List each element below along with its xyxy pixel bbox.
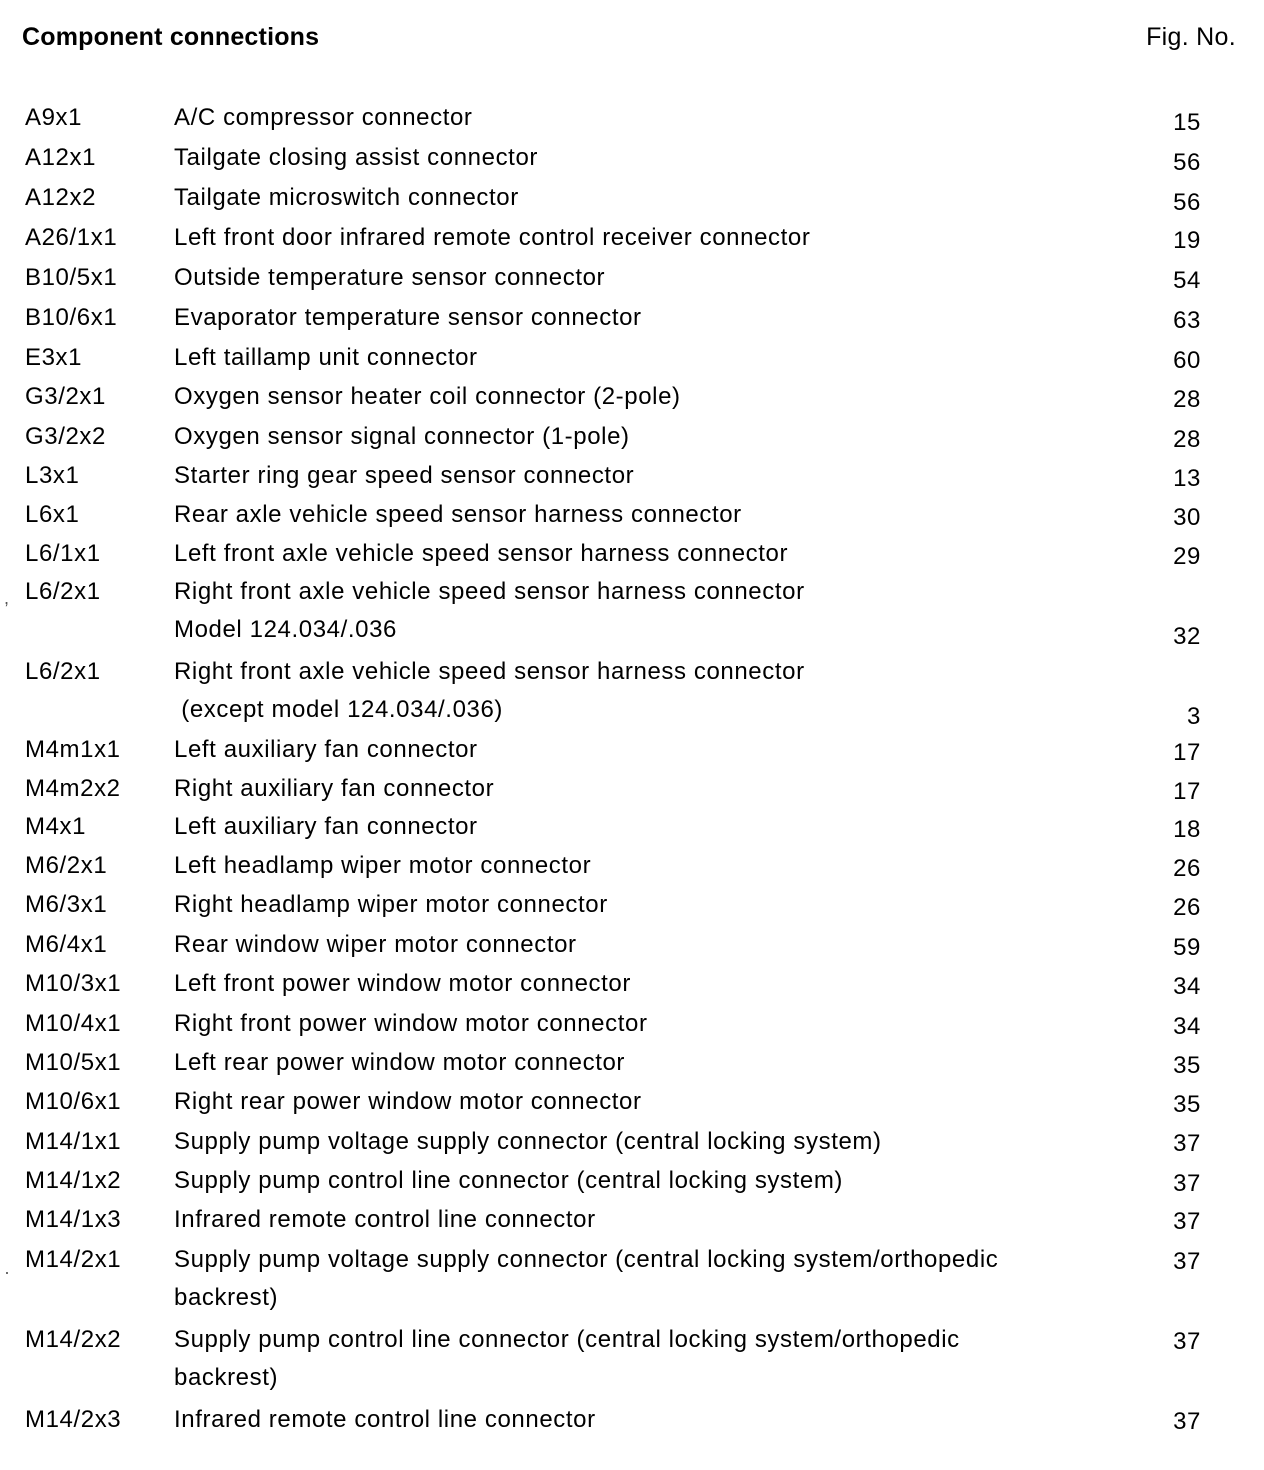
fig-number: 15: [1173, 109, 1201, 136]
component-description: Rear window wiper motor connector: [174, 931, 577, 958]
fig-number: 63: [1173, 307, 1201, 334]
component-code: M14/1x3: [25, 1206, 122, 1233]
component-description: Oxygen sensor heater coil connector (2-pole): [174, 383, 681, 410]
component-code: B10/6x1: [25, 304, 118, 331]
fig-number: 17: [1173, 778, 1201, 805]
fig-number: 37: [1173, 1130, 1201, 1157]
component-code: M4m2x2: [25, 775, 121, 802]
fig-number: 37: [1173, 1408, 1201, 1435]
fig-number: 26: [1173, 894, 1201, 921]
description-continuation: backrest): [174, 1284, 279, 1311]
component-description: Right auxiliary fan connector: [174, 775, 495, 802]
description-continuation: (except model 124.034/.036): [174, 696, 503, 723]
component-description: Right front power window motor connector: [174, 1010, 648, 1037]
component-code: M14/1x2: [25, 1167, 122, 1194]
component-description: Outside temperature sensor connector: [174, 264, 606, 291]
component-description: Infrared remote control line connector: [174, 1206, 596, 1233]
component-code: L6/2x1: [25, 658, 101, 685]
component-description: Left front axle vehicle speed sensor harness connector: [174, 540, 789, 567]
component-code: M14/2x2: [25, 1326, 122, 1353]
fig-number: 19: [1173, 227, 1201, 254]
scan-speck: ·: [4, 1262, 10, 1282]
component-description: Supply pump control line connector (central locking system): [174, 1167, 844, 1194]
description-continuation: Model 124.034/.036: [174, 616, 397, 643]
component-description: Tailgate microswitch connector: [174, 184, 519, 211]
component-code: M14/2x1: [25, 1246, 122, 1273]
component-description: [174, 578, 1114, 644]
fig-number: 32: [1173, 623, 1201, 650]
page-title: Component connections: [22, 23, 320, 51]
component-description: Left front power window motor connector: [174, 970, 631, 997]
component-description: Infrared remote control line connector: [174, 1406, 596, 1433]
fig-number: 13: [1173, 465, 1201, 492]
component-code: A12x1: [25, 144, 97, 171]
fig-number: 30: [1173, 504, 1201, 531]
component-code: A26/1x1: [25, 224, 118, 251]
fig-number: 37: [1173, 1248, 1201, 1275]
page-header: [0, 0, 1264, 60]
component-description: Left auxiliary fan connector: [174, 736, 478, 763]
scan-speck: ,: [4, 588, 10, 608]
component-code: M10/4x1: [25, 1010, 122, 1037]
fig-number: 34: [1173, 1013, 1201, 1040]
component-code: M4x1: [25, 813, 87, 840]
component-code: M14/2x3: [25, 1406, 122, 1433]
component-code: A12x2: [25, 184, 97, 211]
description-line: Right front axle vehicle speed sensor harness connector: [174, 658, 805, 685]
fig-number: 29: [1173, 543, 1201, 570]
component-description: Evaporator temperature sensor connector: [174, 304, 642, 331]
fig-number: 18: [1173, 816, 1201, 843]
description-line: Right front axle vehicle speed sensor harness connector: [174, 578, 805, 605]
component-code: M10/6x1: [25, 1088, 122, 1115]
component-description: Left rear power window motor connector: [174, 1049, 626, 1076]
fig-number: 35: [1173, 1052, 1201, 1079]
component-description: Right rear power window motor connector: [174, 1088, 642, 1115]
fig-number: 34: [1173, 973, 1201, 1000]
component-code: M10/3x1: [25, 970, 122, 997]
description-line: Supply pump control line connector (central locking system/orthopedic: [174, 1326, 960, 1353]
fig-number: 3: [1187, 703, 1201, 730]
description-line: Supply pump voltage supply connector (central locking system/orthopedic: [174, 1246, 999, 1273]
component-code: L3x1: [25, 462, 80, 489]
component-code: M14/1x1: [25, 1128, 122, 1155]
fig-number: 37: [1173, 1328, 1201, 1355]
component-code: G3/2x1: [25, 383, 106, 410]
component-description: Starter ring gear speed sensor connector: [174, 462, 635, 489]
component-description: Left taillamp unit connector: [174, 344, 478, 371]
component-description: [174, 1326, 1114, 1392]
fig-number: 59: [1173, 934, 1201, 961]
component-description: Supply pump voltage supply connector (central locking system): [174, 1128, 882, 1155]
fig-number: 56: [1173, 189, 1201, 216]
fig-number: 37: [1173, 1208, 1201, 1235]
component-code: L6/1x1: [25, 540, 101, 567]
fig-number: 54: [1173, 267, 1201, 294]
component-code: L6x1: [25, 501, 80, 528]
component-description: Tailgate closing assist connector: [174, 144, 538, 171]
fig-number: 28: [1173, 426, 1201, 453]
fig-number: 56: [1173, 149, 1201, 176]
component-code: M6/2x1: [25, 852, 108, 879]
component-description: Left headlamp wiper motor connector: [174, 852, 592, 879]
component-code: B10/5x1: [25, 264, 118, 291]
component-code: E3x1: [25, 344, 83, 371]
component-description: Right headlamp wiper motor connector: [174, 891, 608, 918]
component-code: M10/5x1: [25, 1049, 122, 1076]
fig-number: 35: [1173, 1091, 1201, 1118]
description-continuation: backrest): [174, 1364, 279, 1391]
component-description: A/C compressor connector: [174, 104, 473, 131]
component-description: [174, 1246, 1114, 1312]
component-description: Oxygen sensor signal connector (1-pole): [174, 423, 630, 450]
component-code: L6/2x1: [25, 578, 101, 605]
fig-number: 60: [1173, 347, 1201, 374]
fig-number: 17: [1173, 739, 1201, 766]
fig-number: 28: [1173, 386, 1201, 413]
component-description: Left auxiliary fan connector: [174, 813, 478, 840]
component-code: M6/3x1: [25, 891, 108, 918]
component-description: Left front door infrared remote control receiver connector: [174, 224, 811, 251]
component-code: M6/4x1: [25, 931, 108, 958]
component-code: A9x1: [25, 104, 83, 131]
fig-number-heading: Fig. No.: [1146, 23, 1236, 51]
fig-number: 37: [1173, 1170, 1201, 1197]
component-description: [174, 658, 1114, 724]
component-code: M4m1x1: [25, 736, 121, 763]
fig-number: 26: [1173, 855, 1201, 882]
component-code: G3/2x2: [25, 423, 106, 450]
component-description: Rear axle vehicle speed sensor harness connector: [174, 501, 742, 528]
